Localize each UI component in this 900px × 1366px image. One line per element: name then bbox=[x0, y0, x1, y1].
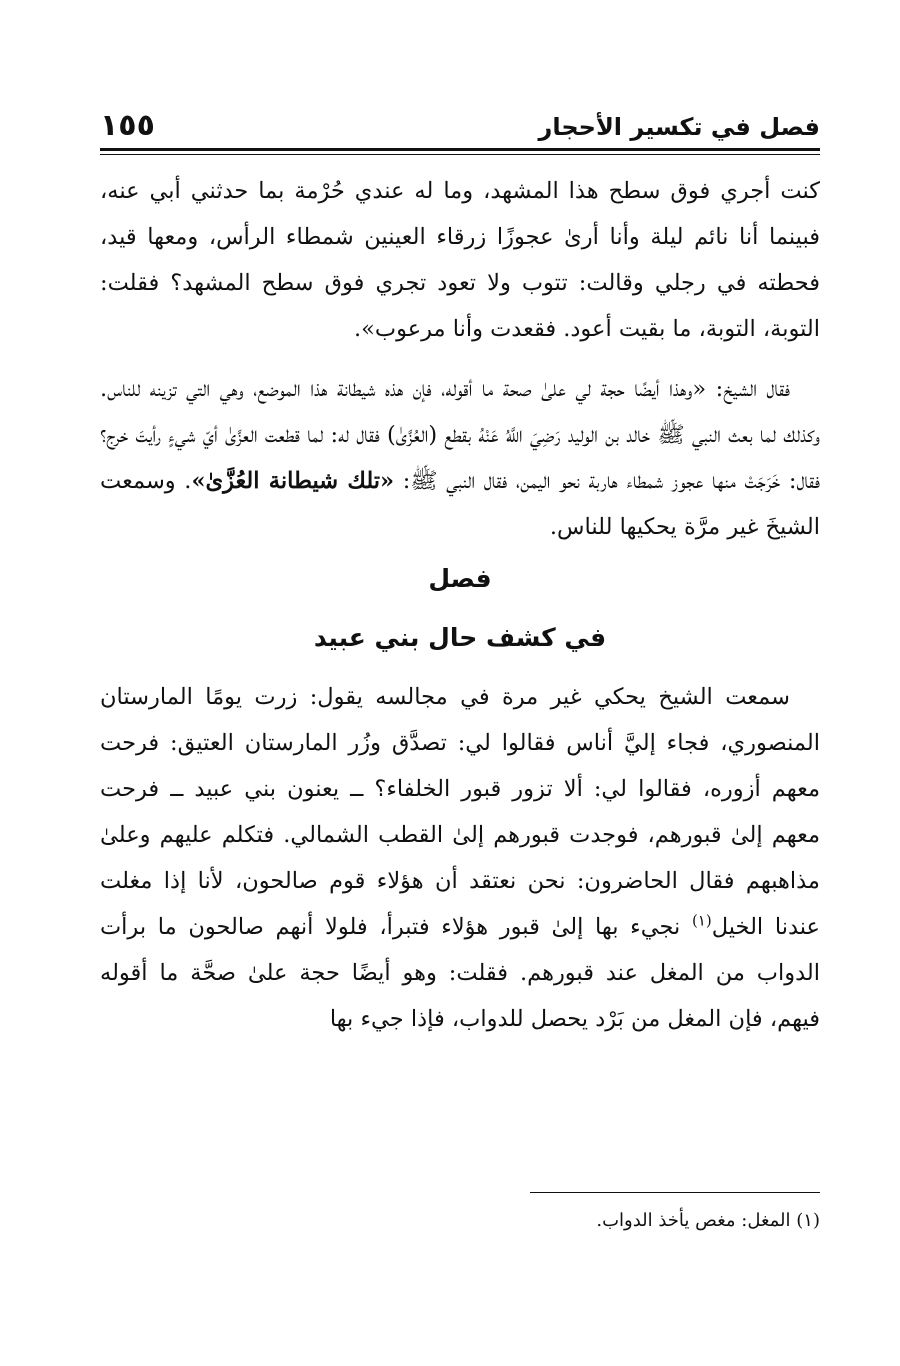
running-header bbox=[100, 108, 820, 148]
paragraph-shaykh-said bbox=[100, 366, 820, 550]
header-rule bbox=[100, 148, 820, 151]
paragraph-maristan-part2: نجيء بها إلىٰ قبور هؤلاء فتبرأ، فلولا أنهم صالحون ما برأت الدواب من المغل عند قبورهم. فقلت: وهو أيضًا حجة علىٰ صحَّة ما أقوله فيهم، فإن المغل من بَرْد يحصل للدواب، فإذا جيء بها bbox=[100, 914, 820, 1032]
document-page bbox=[100, 0, 820, 1366]
paragraph-shaykh-said-text: فقال الشيخ: «وهذا أيضًا حجة لي علىٰ صحة ما أقوله، فإن هذه شيطانة هذا الموضع، وهي التي تزينه للناس. وكذلك لما بعث النبي ﷺ خالد بن الوليد رَضِيَ اللَّهُ عَنْهُ بقطع (العُزَّىٰ) فقال له: لما قطعت العزَّىٰ أيّ شيءٍ رأيتَ خرج؟ فقال: خَرَجَتْ منها عجوز شمطاء هاربة نحو اليمن، فقال النبي ﷺ: bbox=[100, 376, 820, 494]
paragraph-shaykh-said-tail: . وسمعت الشيخَ غير مرَّة يحكيها للناس. bbox=[100, 468, 820, 540]
footnote-reference[interactable]: (١) bbox=[691, 911, 712, 930]
footnote-marker: (١) bbox=[796, 1210, 820, 1231]
running-header-title: فصل في تكسير الأحجار bbox=[538, 113, 820, 141]
footnote-separator bbox=[530, 1192, 820, 1193]
page-number: ١٥٥ bbox=[100, 108, 155, 143]
header-rule-thin bbox=[100, 154, 820, 155]
footnote-text: المغل: مغص يأخذ الدواب. bbox=[596, 1210, 791, 1231]
prophet-quote: «تلك شيطانة العُزَّىٰ» bbox=[191, 468, 395, 494]
section-title: فصل bbox=[428, 564, 492, 593]
paragraph-maristan-part1: سمعت الشيخ يحكي غير مرة في مجالسه يقول: زرت يومًا المارستان المنصوري، فجاء إليَّ أناس فقالوا لي: تصدَّق وزُر المارستان العتيق: فرحت معهم أزوره، فقالوا لي: ألا تزور قبور الخلفاء؟ ــ يعنون بني عبيد ــ فرحت معهم إلىٰ قبورهم، فوجدت قبورهم إلىٰ القطب الشمالي. فتكلم عليهم وعلىٰ مذاهبهم فقال الحاضرون: نحن نعتقد أن هؤلاء قوم صالحون، لأنا إذا مغلت عندنا الخيل bbox=[100, 684, 820, 940]
paragraph-maristan bbox=[100, 674, 820, 1042]
section-subtitle: في كشف حال بني عبيد bbox=[313, 623, 607, 652]
body-text bbox=[100, 168, 820, 1042]
footnote bbox=[100, 1206, 820, 1236]
paragraph-continuation: كنت أجري فوق سطح هذا المشهد، وما له عندي حُرْمة بما حدثني أبي عنه، فبينما أنا نائم ليلة وأنا أرىٰ عجوزًا زرقاء العينين شمطاء الرأس، ومعها قيد، فحطته في رجلي وقالت: تتوب ولا تعود تجري فوق سطح المشهد؟ فقلت: التوبة، التوبة، ما بقيت أعود. فقعدت وأنا مرعوب». bbox=[100, 178, 820, 342]
